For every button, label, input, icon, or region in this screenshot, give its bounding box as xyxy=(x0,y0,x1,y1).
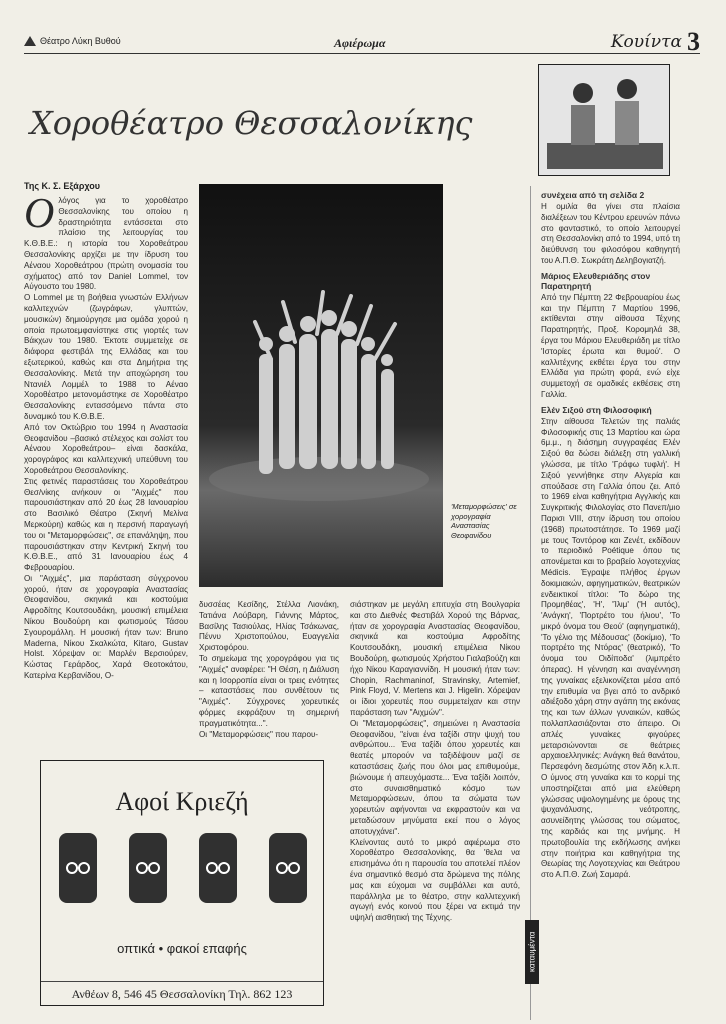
continued-note: συνέχεια από τη σελίδα 2 xyxy=(541,190,645,200)
paragraph: δυσσέας Κεσίδης, Στέλλα Λιονάκη, Τατιάνα Λούβαρη, Γιάννης Μάρτος, Βασίλης Τασιούλας, Ηλίας Τσάκωνας, Πέννυ Χριστοπούλου, Ευαγγελία Χριστοφόρου. xyxy=(199,600,339,653)
article-column-1 xyxy=(24,196,188,751)
section-label: Αφιέρωμα xyxy=(334,36,386,50)
sidebar-paragraph: Από την Πέμπτη 22 Φεβρουαρίου έως και την Πέμπτη 7 Μαρτίου 1996, εκτίθενται στην αίθουσα Τέχνης Παρατηρητής, Προξ. Κορομηλά 38, έργα του Μάριου Ελευθεριάδη με τίτλο 'Ιστορίες έρωτα και θυμού'. Ο καλλιτέχνης εκθέτει έργα του στην Ελλάδα για πρώτη φορά, ενώ είχε συμμετοχή σε ομαδικές εκθέσεις στη Γαλλία. xyxy=(541,292,680,399)
paragraph: λόγος για το χοροθέατρο Θεσσαλονίκης του οποίου η δραστηριότητα εντάσσεται στο πλαίσιο της λειτουργίας του Κ.Θ.Β.Ε.: η ιστορία του Χοροθεάτρου Θεσσαλονίκης αρχίζει με την ίδρυση του Αέναου Χοροθεάτρου (πρώτη ονομασία του σχήματος) από τον Daniel Lommel, τον Αύγουστο του 1980. xyxy=(24,196,188,292)
sidebar-heading: Μάριος Ελευθεριάδης στον Παρατηρητή xyxy=(541,270,651,291)
dancers-illustration xyxy=(199,184,443,587)
header-left xyxy=(24,36,121,46)
paragraph: σιάστηκαν με μεγάλη επιτυχία στη Βουλγαρία και στο Διεθνές Φεστιβάλ Χορού της Βάρνας, ήταν σε χορογραφία Αναστασίας Θεοφανίδου, σκηνικά και κοστούμια Αφροδίτης Κουτσουδάκη, μουσική επιμέλεια Νίκου Βουδούρη, φωτισμούς Χρήστου Γιαλαβούζη και ήχο Νίκου Καραγιαννίδη. Η μουσική ήταν των: Chopin, Rachmaninof, Stravinsky, Artemief, Pink Floyd, V. Mertens και J. Higelin. Χόρεψαν οι ίδιοι χορευτές που συμμετείχαν και στην παράσταση των "Αιχμών". xyxy=(350,600,520,717)
paragraph: Οι "Αιχμές", μια παράσταση σύγχρονου χορού, ήταν σε χορογραφία Αναστασίας Θεοφανίδου, σκηνικά και κοστούμια Αφροδίτης Κουτσουδάκη, μουσική επιμέλεια Νίκου Βουδούρη και φωτισμούς Τάσου Σγουρομάλλη. Η μουσική ήταν των: Bruno Maderna, Νίκου Σκαλκώτα, Kitaro, Gustav Holst. Χόρεψαν οι: Μαρλέν Βερσιούρεν, Κώστας Γεράρδος, Χαρά Θεοτοκάτου, Κατερίνα Κερβανίδου, Ο- xyxy=(24,573,188,681)
page-header xyxy=(24,27,700,56)
paragraph: Ο Lommel με τη βοήθεια γνωστών Ελλήνων καλλιτεχνών (ζωγράφων, γλυπτών, μουσικών) δημιούργησε μια ομάδα χορού η οποία πρωτοεμφανίστηκε στις γιορτές των Βάκχων του 1980. Έκτοτε συμμετείχε σε διάφορα φεστιβάλ της Ελλάδας και του εξωτερικού, καθώς και στα Δημήτρια της Θεσσαλονίκης. Μετά την αποχώρηση του Ντανιέλ Λομμέλ το 1988 το Αέναο Χοροθέατρο μετονομάστηκε σε Χοροθέατρο Θεσσαλονίκης εντασσόμενο πάντα στο δυναμικό του Κ.Θ.Β.Ε. xyxy=(24,293,188,421)
drop-cap: Ο xyxy=(24,196,55,237)
byline: Της Κ. Σ. Εξάρχου xyxy=(24,181,101,191)
article-title: Χοροθέατρο Θεσσαλονίκης xyxy=(30,104,473,142)
photo-caption: 'Μεταμορφώσεις' σε χορογραφία Αναστασίας Θεοφανίδου xyxy=(451,502,517,540)
magazine-name: Κουίντα xyxy=(610,32,682,52)
sidebar-paragraph: Στην αίθουσα Τελετών της παλιάς Φιλοσοφικής στις 13 Μαρτίου και ώρα 6μ.μ., η διάσημη συγγραφέας Ελέν Σιξού θα δώσει διάλεξη στη γαλλική γλώσσα, με τίτλο 'Γράφω τυφλή'. Η Σιξού γεννήθηκε στην Αλγερία και σπούδασε στη Γαλλία όπου ζει. Από το 1969 είναι καθηγήτρια Αγγλικής και Συγκριτικής Φιλολογίας στο Πανεπ/μιο Παρισι VIII, στην ίδρυση του οποίου (1968) πρωτοστάτησε. Το 1969 μαζί με τους Τοντόροφ και Ζενέτ, εκδίδουν το περιοδικό Poétique όπου τις απονέμεται και το βραβείο λογοτεχνίας Médicis. Έγραψε πλήθος έργων δοκιμιακών, αφηγηματικών, θεατρικών ενδεικτικοί τίτλοι: 'Το δώρο της Προμηθέας', 'Η', 'Ίλιμ' ('Η αυτός), 'Ανάγκη', 'Πορτρέτο του ήλιου', 'Το μικρό όνομα του Θεού' (αφηγηματικά), 'Το γέλιο της Μέδουσας' (δοκίμιο), 'Το πορτρέτο της Ντόρας' (θεατρικό), 'Το όνομα του Οιδίποδα' (λιμπρέτο όπερας). Η γέννηση και αναγέννηση της γυναίκας εξελικονίζεται μέσα από την επιθυμία να βγει από το ανδρικό αδιέξοδο χάρη στην αγάπη της εικόνας της και των άλλων γυναικών, καθώς πολλαπλασιάζονται στο άπειρο. Οι απλές γυναίκες φιγούρες μεταρσιώνονται σε θεάτριες αρχαιοελληνικές: Ανάγκη θεά θανάτου, Περσεφόνη δεσμώτης στον Άδη κ.λ.π. Ο ύμνος στη γυναίκα και το κορμί της υποστηρίζεται από μια ελεύθερη γλώσσας υψολογημένης με όρους της ψυχανάλυσης, νεότροπης, ασυνείδητης γλώσσας του σώματος, της καρδιάς και της μνήμης. Η πρωτοβουλία της εκδήλωσης ανήκει στην ποιήτρια και καθηγήτρια της Θεωρίας της Λογοτεχνίας και Θεάτρου στο Α.Π.Θ. Ζωή Σαμαρά. xyxy=(541,416,680,880)
eyeglasses-icon xyxy=(269,833,307,903)
ad-tagline: οπτικά • φακοί επαφής xyxy=(117,941,247,956)
sidebar-heading: Ελέν Σιξού στη Φιλοσοφική xyxy=(541,404,652,415)
paragraph: Από τον Οκτώβριο του 1994 η Αναστασία Θεοφανίδου –βασικό στέλεχος και σολίστ του Αέναου Χοροθεάτρου– είναι δασκάλα, χορογράφος και καλλιτεχνική υπεύθυνη του Χοροθεάτρου Θεσσαλονίκης. xyxy=(24,422,188,475)
eyeglasses-icon xyxy=(129,833,167,903)
sidebar xyxy=(530,186,680,1020)
sidebar-illustration xyxy=(538,64,670,176)
paragraph: Το σημείωμα της χορογράφου για τις "Αιχμές" αναφέρει: "Η Θέση, η Διάλυση και η Ισορροπία είναι οι τρεις ενότητες – καταστάσεις που συνθέτουν τις "Αιχμές". Σύγχρονες χορευτικές φόρμες εκφράζουν τη σημερινή πραγματικότητα...". xyxy=(199,653,339,728)
eyeglasses-icon xyxy=(199,833,237,903)
article-column-3 xyxy=(350,600,520,1010)
paragraph: Κλείνοντας αυτό το μικρό αφιέρωμα στο Χοροθέατρο Θεσσαλονίκης, θα 'θελα να επισημάνω ότι η παρουσία του αποτελεί πλέον ένα σημαντικό θεσμό στα δρώμενα της πόλης μας και εύχομαι να συμβάλλει και αυτό, παράλληλα με το θέατρο, στην καλλιτεχνική αγωγή ενός κοινού που ξέρει να εκτιμά την υψηλή αισθητική της Τέχνης. xyxy=(350,837,520,923)
paragraph: Οι "Μεταμορφώσεις" που παρου- xyxy=(199,729,319,739)
header-left-label: Θέατρο Λύκη Βυθού xyxy=(40,36,121,46)
article-column-2 xyxy=(199,600,339,750)
ad-brand: Αφοί Κριεζή xyxy=(115,787,249,816)
paragraph: Οι "Μεταμορφώσεις", σημειώνει η Αναστασία Θεοφανίδου, "είναι ένα ταξίδι στην ψυχή του ανθρώπου... Ένα ταξίδι όπου χορευτές και θεατές μπορούν να ταξιδέψουν μαζί σε καταστάσεις ζωής που όλοι μας επιθυμούμε, βιώνουμε ή απευχόμαστε... Ένα ταξίδι λοιπόν, στο συναισθηματικό κόσμο των Μεταμορφώσεων, όπου τα σώματα των χορευτών αφήνονται να εκφραστούν και να μεταδώσουν μηνύματα εκεί που ο λόγος αποτυγχάνει". xyxy=(350,718,520,836)
ad-address: Ανθέων 8, 546 45 Θεσσαλονίκη Τηλ. 862 123 xyxy=(41,981,323,1002)
page-number: 3 xyxy=(687,27,700,56)
advertisement xyxy=(40,760,324,1006)
eyeglasses-icon xyxy=(59,833,97,903)
sidebar-paragraph: Η ομιλία θα γίνει στα πλαίσια διαλέξεων του Κέντρου ερευνών πάνω στο φανταστικό, το οποίο λειτουργεί στη Θεσσαλονίκη από το 1994, υπό τη διεύθυνση του φιλοσόφου καθηγητή του Α.Π.Θ. Σωκράτη Δεληβογιατζή. xyxy=(541,202,680,265)
vertical-tag: καταυμέντα xyxy=(525,920,539,984)
theatre-logo-icon xyxy=(24,36,36,46)
dance-photo xyxy=(199,184,443,587)
glasses-row xyxy=(59,833,307,909)
paragraph: Στις φετινές παραστάσεις του Χοροθεάτρου Θεσ/νίκης ανήκουν οι "Αιχμές" που παρουσιάστηκαν από 20 έως 28 Ιανουαρίου στο Βασιλικό Θέατρο (Σκηνή Μελίνα Μερκούρη) καθώς και η περσινή παραγωγή του οι "Μεταμορφώσεις", σε επανάληψη, που παρουσιάστηκαν στην Κεντρική Σκηνή του Κ.Θ.Β.Ε., από 31 Ιανουαρίου έως 4 Φεβρουαρίου. xyxy=(24,476,188,573)
theatre-figures-illustration xyxy=(539,65,670,176)
